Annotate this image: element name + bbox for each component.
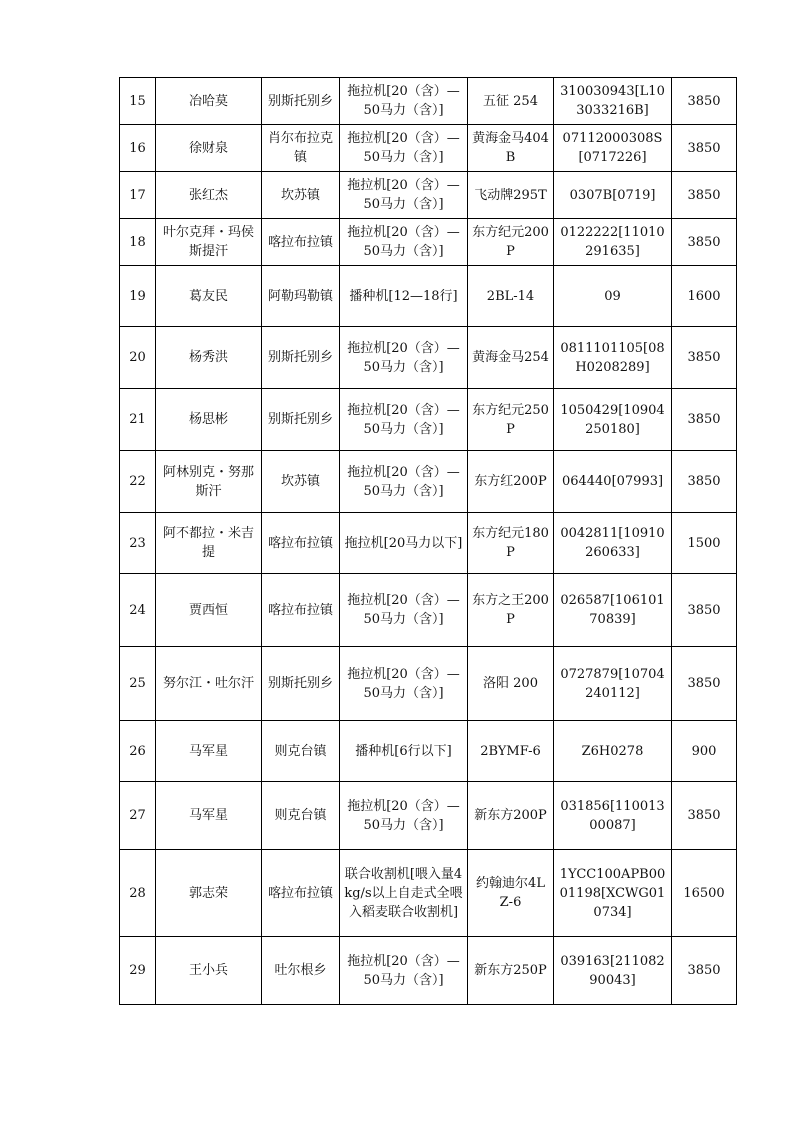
township: 阿勒玛勒镇 [262,266,340,327]
machine-model: 2BYMF-6 [468,721,554,782]
owner-name: 葛友民 [156,266,262,327]
machine-type: 播种机[12—18行] [340,266,468,327]
serial-number: 039163[21108290043] [554,937,672,1005]
serial-number: 031856[11001300087] [554,782,672,850]
township: 吐尔根乡 [262,937,340,1005]
owner-name: 叶尔克拜・玛侯斯提汗 [156,219,262,266]
serial-number: Z6H0278 [554,721,672,782]
township: 喀拉布拉镇 [262,219,340,266]
machine-type: 拖拉机[20（含）—50马力（含）] [340,782,468,850]
township: 别斯托别乡 [262,389,340,451]
row-number: 18 [120,219,156,266]
machine-type: 拖拉机[20（含）—50马力（含）] [340,647,468,721]
row-number: 24 [120,574,156,647]
machine-model: 约翰迪尔4LZ-6 [468,850,554,937]
subsidy-amount: 3850 [672,327,737,389]
row-number: 16 [120,125,156,172]
machine-type: 联合收割机[喂入量4kg/s以上自走式全喂入稻麦联合收割机] [340,850,468,937]
subsidy-table [119,77,737,1005]
subsidy-amount: 3850 [672,451,737,513]
machine-type: 拖拉机[20（含）—50马力（含）] [340,327,468,389]
row-number: 20 [120,327,156,389]
subsidy-amount: 3850 [672,78,737,125]
row-number: 29 [120,937,156,1005]
owner-name: 马军星 [156,721,262,782]
machine-type: 播种机[6行以下] [340,721,468,782]
machine-model: 黄海金马404B [468,125,554,172]
owner-name: 王小兵 [156,937,262,1005]
machine-type: 拖拉机[20（含）—50马力（含）] [340,219,468,266]
row-number: 23 [120,513,156,574]
serial-number: 0727879[10704240112] [554,647,672,721]
machine-type: 拖拉机[20（含）—50马力（含）] [340,125,468,172]
table-row [120,937,737,1005]
table-row [120,782,737,850]
table-row [120,574,737,647]
serial-number: 064440[07993] [554,451,672,513]
table-row [120,647,737,721]
machine-type: 拖拉机[20（含）—50马力（含）] [340,574,468,647]
serial-number: 0122222[11010291635] [554,219,672,266]
table-row [120,78,737,125]
owner-name: 徐财泉 [156,125,262,172]
subsidy-amount: 16500 [672,850,737,937]
machine-model: 洛阳 200 [468,647,554,721]
machine-model: 2BL-14 [468,266,554,327]
subsidy-amount: 3850 [672,574,737,647]
subsidy-amount: 3850 [672,647,737,721]
serial-number: 0811101105[08H0208289] [554,327,672,389]
machine-model: 新东方200P [468,782,554,850]
subsidy-amount: 3850 [672,389,737,451]
subsidy-amount: 900 [672,721,737,782]
owner-name: 马军星 [156,782,262,850]
serial-number: 1YCC100APB0001198[XCWG010734] [554,850,672,937]
serial-number: 0042811[10910260633] [554,513,672,574]
row-number: 15 [120,78,156,125]
machine-model: 东方之王200P [468,574,554,647]
row-number: 17 [120,172,156,219]
table-row [120,850,737,937]
machine-type: 拖拉机[20（含）—50马力（含）] [340,389,468,451]
owner-name: 杨秀洪 [156,327,262,389]
table-row [120,266,737,327]
table-row [120,172,737,219]
row-number: 26 [120,721,156,782]
machine-model: 五征 254 [468,78,554,125]
serial-number: 0307B[0719] [554,172,672,219]
row-number: 22 [120,451,156,513]
owner-name: 贾西恒 [156,574,262,647]
subsidy-amount: 3850 [672,219,737,266]
row-number: 19 [120,266,156,327]
owner-name: 杨思彬 [156,389,262,451]
township: 坎苏镇 [262,451,340,513]
township: 坎苏镇 [262,172,340,219]
row-number: 27 [120,782,156,850]
row-number: 21 [120,389,156,451]
township: 肖尔布拉克镇 [262,125,340,172]
township: 喀拉布拉镇 [262,574,340,647]
owner-name: 阿林别克・努那斯汗 [156,451,262,513]
machine-model: 新东方250P [468,937,554,1005]
table-row [120,721,737,782]
township: 则克台镇 [262,782,340,850]
table-row [120,219,737,266]
machine-type: 拖拉机[20马力以下] [340,513,468,574]
township: 喀拉布拉镇 [262,850,340,937]
subsidy-amount: 3850 [672,937,737,1005]
owner-name: 努尔江・吐尔汗 [156,647,262,721]
table-body [120,78,737,1005]
township: 别斯托别乡 [262,327,340,389]
machine-type: 拖拉机[20（含）—50马力（含）] [340,172,468,219]
township: 则克台镇 [262,721,340,782]
township: 别斯托别乡 [262,647,340,721]
serial-number: 310030943[L103033216B] [554,78,672,125]
machine-model: 东方纪元200P [468,219,554,266]
table-row [120,125,737,172]
subsidy-amount: 1500 [672,513,737,574]
machine-type: 拖拉机[20（含）—50马力（含）] [340,78,468,125]
machine-type: 拖拉机[20（含）—50马力（含）] [340,451,468,513]
owner-name: 阿不都拉・米吉提 [156,513,262,574]
machine-model: 飞动牌295T [468,172,554,219]
machine-model: 东方纪元180P [468,513,554,574]
serial-number: 07112000308S[0717226] [554,125,672,172]
machine-type: 拖拉机[20（含）—50马力（含）] [340,937,468,1005]
subsidy-amount: 3850 [672,125,737,172]
owner-name: 冶哈莫 [156,78,262,125]
machine-model: 黄海金马254 [468,327,554,389]
table-row [120,389,737,451]
machine-model: 东方红200P [468,451,554,513]
subsidy-amount: 3850 [672,172,737,219]
table-row [120,327,737,389]
serial-number: 09 [554,266,672,327]
owner-name: 郭志荣 [156,850,262,937]
subsidy-amount: 3850 [672,782,737,850]
subsidy-amount: 1600 [672,266,737,327]
machine-model: 东方纪元250P [468,389,554,451]
serial-number: 1050429[10904250180] [554,389,672,451]
row-number: 28 [120,850,156,937]
table-row [120,513,737,574]
owner-name: 张红杰 [156,172,262,219]
township: 喀拉布拉镇 [262,513,340,574]
serial-number: 026587[10610170839] [554,574,672,647]
township: 别斯托别乡 [262,78,340,125]
table-row [120,451,737,513]
row-number: 25 [120,647,156,721]
